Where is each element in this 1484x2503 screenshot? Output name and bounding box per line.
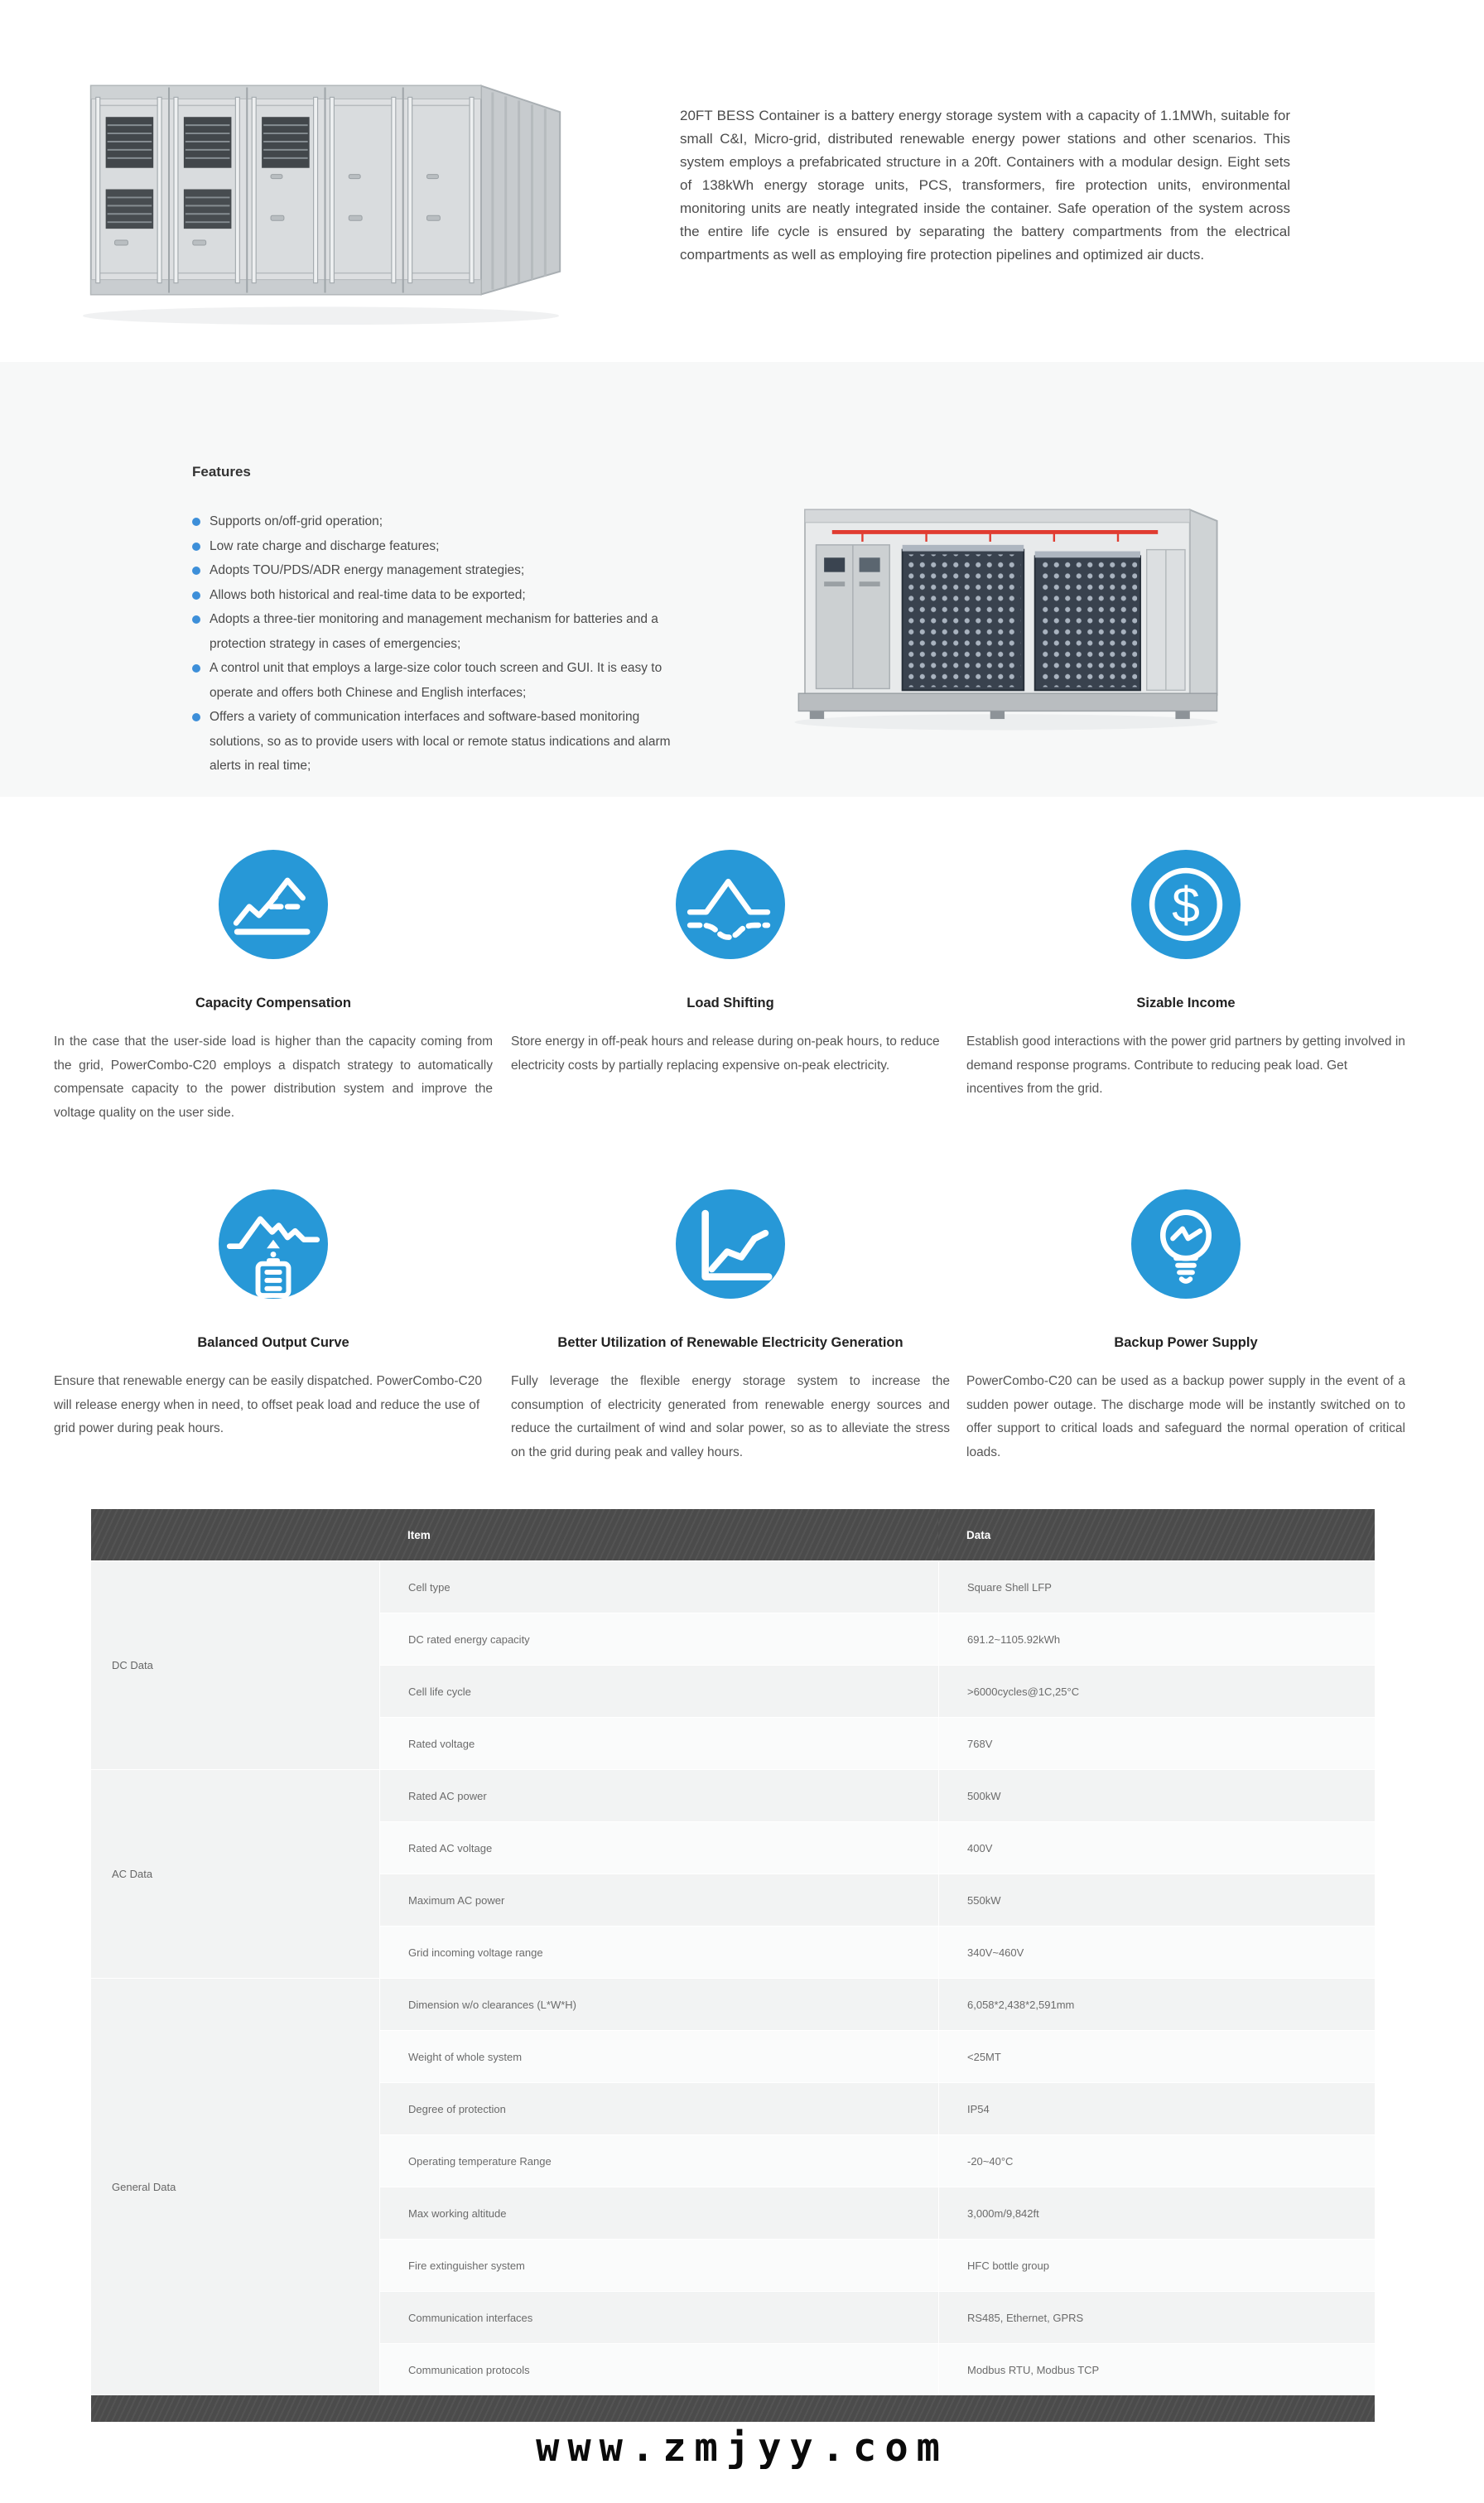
container-exterior-illustration [70,48,580,334]
spec-item: DC rated energy capacity [379,1613,938,1665]
benefit-card-backup-power-supply [966,1189,1405,1464]
product-image-container-exterior [70,48,580,334]
benefit-card-better-utilization [511,1189,950,1464]
features-section [0,362,1484,797]
spec-value: Square Shell LFP [938,1560,1375,1613]
bullet-icon [192,615,200,624]
spec-value: HFC bottle group [938,2239,1375,2291]
spec-item: Grid incoming voltage range [379,1926,938,1978]
spec-item: Rated AC power [379,1769,938,1821]
spec-item: Communication protocols [379,2343,938,2395]
spec-item: Maximum AC power [379,1874,938,1926]
spec-value: IP54 [938,2082,1375,2134]
spec-value: 6,058*2,438*2,591mm [938,1978,1375,2030]
benefit-description: Ensure that renewable energy can be easily dispatched. PowerCombo-C20 will release energy when in need, to offset peak load and reduce the use of grid power during peak hours. [54,1374,482,1435]
benefit-card-sizable-income [966,850,1405,1102]
spec-col-item: Item [379,1509,938,1560]
benefit-description: PowerCombo-C20 can be used as a backup power supply in the event of a sudden power outage. The discharge mode will be instantly switched on to offer support to critical loads and safeguard the normal operation of critical loads. [966,1374,1405,1459]
bullet-icon [192,567,200,575]
product-image-container-cutaway [783,480,1230,737]
spec-value: -20~40°C [938,2134,1375,2187]
growth-chart-icon [676,1189,785,1299]
product-description: 20FT BESS Container is a battery energy storage system with a capacity of 1.1MWh, suitable for small C&I, Micro-grid, distributed renewable energy power stations and other scenarios. This system employs a prefabricated structure in a 20ft. Containers with a modular design. Eight sets of 138kWh energy storage units, PCS, transformers, fire protection units, environmental monitoring units are neatly integrated inside the container. Safe operation of the system across the entire life cycle is ensured by separating the battery compartments from the electrical compartments as well as employing fire protection pipelines and optimized air ducts. [680,108,1290,263]
peak-valley-icon [676,850,785,959]
spec-item: Rated voltage [379,1717,938,1769]
spec-value: Modbus RTU, Modbus TCP [938,2343,1375,2395]
site-watermark: www.zmjyy.com [536,2425,948,2471]
feature-item: A control unit that employs a large-size color touch screen and GUI. It is easy to operate and offers both Chinese and English interfaces; [192,656,682,705]
trend-up-peak-icon [219,850,328,959]
benefit-description: Fully leverage the flexible energy storage system to increase the consumption of electricity generated from renewable energy sources and reduce the curtailment of wind and solar power, so as to alleviate the stress on the grid during peak and valley hours. [511,1374,950,1459]
hero-section [0,0,1484,362]
benefit-description: In the case that the user-side load is higher than the capacity coming from the grid, PowerCombo-C20 employs a dispatch strategy to automatically compensate capacity to the power distribution system and improve the voltage quality on the user side. [54,1034,493,1120]
benefits-section [0,797,1484,1509]
table-bottom-bar [91,2395,1375,2422]
features-list [192,509,682,779]
spec-item: Degree of protection [379,2082,938,2134]
spec-value: 400V [938,1821,1375,1874]
spec-table-header-row [91,1509,1375,1560]
bullet-icon [192,543,200,551]
spec-value: 550kW [938,1874,1375,1926]
benefit-card-capacity-compensation [54,850,493,1125]
feature-item: Allows both historical and real-time data to be exported; [192,583,682,608]
spec-item: Weight of whole system [379,2030,938,2082]
spec-group-ac-data: AC Data [91,1769,379,1978]
spec-group-dc-data: DC Data [91,1560,379,1769]
battery-discharge-icon [219,1189,328,1299]
feature-item: Adopts TOU/PDS/ADR energy management strategies; [192,558,682,583]
spec-item: Dimension w/o clearances (L*W*H) [379,1978,938,2030]
container-cutaway-illustration [783,480,1230,737]
spec-item: Rated AC voltage [379,1821,938,1874]
bullet-icon [192,518,200,526]
table-row [91,1560,1375,1613]
benefit-title: Backup Power Supply [1114,1335,1258,1350]
benefit-description: Store energy in off-peak hours and release during on-peak hours, to reduce electricity costs by partially replacing expensive on-peak electricity. [511,1034,940,1073]
features-heading: Features [192,464,251,480]
benefit-title: Better Utilization of Renewable Electricity Generation [557,1335,903,1350]
benefit-card-balanced-output-curve [54,1189,493,1441]
benefit-title: Sizable Income [1136,996,1236,1010]
feature-item: Adopts a three-tier monitoring and management mechanism for batteries and a protection strategy in cases of emergencies; [192,607,682,656]
svg-text:$: $ [1172,876,1200,933]
spec-col-data: Data [938,1509,1375,1560]
benefit-title: Capacity Compensation [195,996,351,1010]
spec-col-group [91,1509,379,1560]
bullet-icon [192,591,200,600]
spec-value: >6000cycles@1C,25°C [938,1665,1375,1717]
spec-item: Max working altitude [379,2187,938,2239]
spec-value: RS485, Ethernet, GPRS [938,2291,1375,2343]
feature-item: Offers a variety of communication interfaces and software-based monitoring solutions, so as to provide users with local or remote status indications and alarm alerts in real time; [192,705,682,779]
spec-group-general-data: General Data [91,1978,379,2395]
benefit-description: Establish good interactions with the power grid partners by getting involved in demand response programs. Contribute to reducing peak load. Get incentives from the grid. [966,1034,1405,1096]
dollar-coin-icon [1131,850,1241,959]
spec-item: Cell type [379,1560,938,1613]
spec-item: Cell life cycle [379,1665,938,1717]
feature-item: Low rate charge and discharge features; [192,534,682,559]
benefit-card-load-shifting [511,850,950,1078]
bulb-power-icon [1131,1189,1241,1299]
benefit-title: Balanced Output Curve [197,1335,349,1350]
spec-value: 691.2~1105.92kWh [938,1613,1375,1665]
spec-value: 500kW [938,1769,1375,1821]
bullet-icon [192,713,200,721]
spec-value: 3,000m/9,842ft [938,2187,1375,2239]
spec-item: Fire extinguisher system [379,2239,938,2291]
table-row [91,1769,1375,1821]
bullet-icon [192,664,200,673]
benefit-title: Load Shifting [687,996,774,1010]
spec-value: 768V [938,1717,1375,1769]
spec-value: 340V~460V [938,1926,1375,1978]
spec-table [91,1509,1375,2395]
spec-item: Operating temperature Range [379,2134,938,2187]
feature-item: Supports on/off-grid operation; [192,509,682,534]
spec-item: Communication interfaces [379,2291,938,2343]
table-row [91,1978,1375,2030]
spec-value: <25MT [938,2030,1375,2082]
